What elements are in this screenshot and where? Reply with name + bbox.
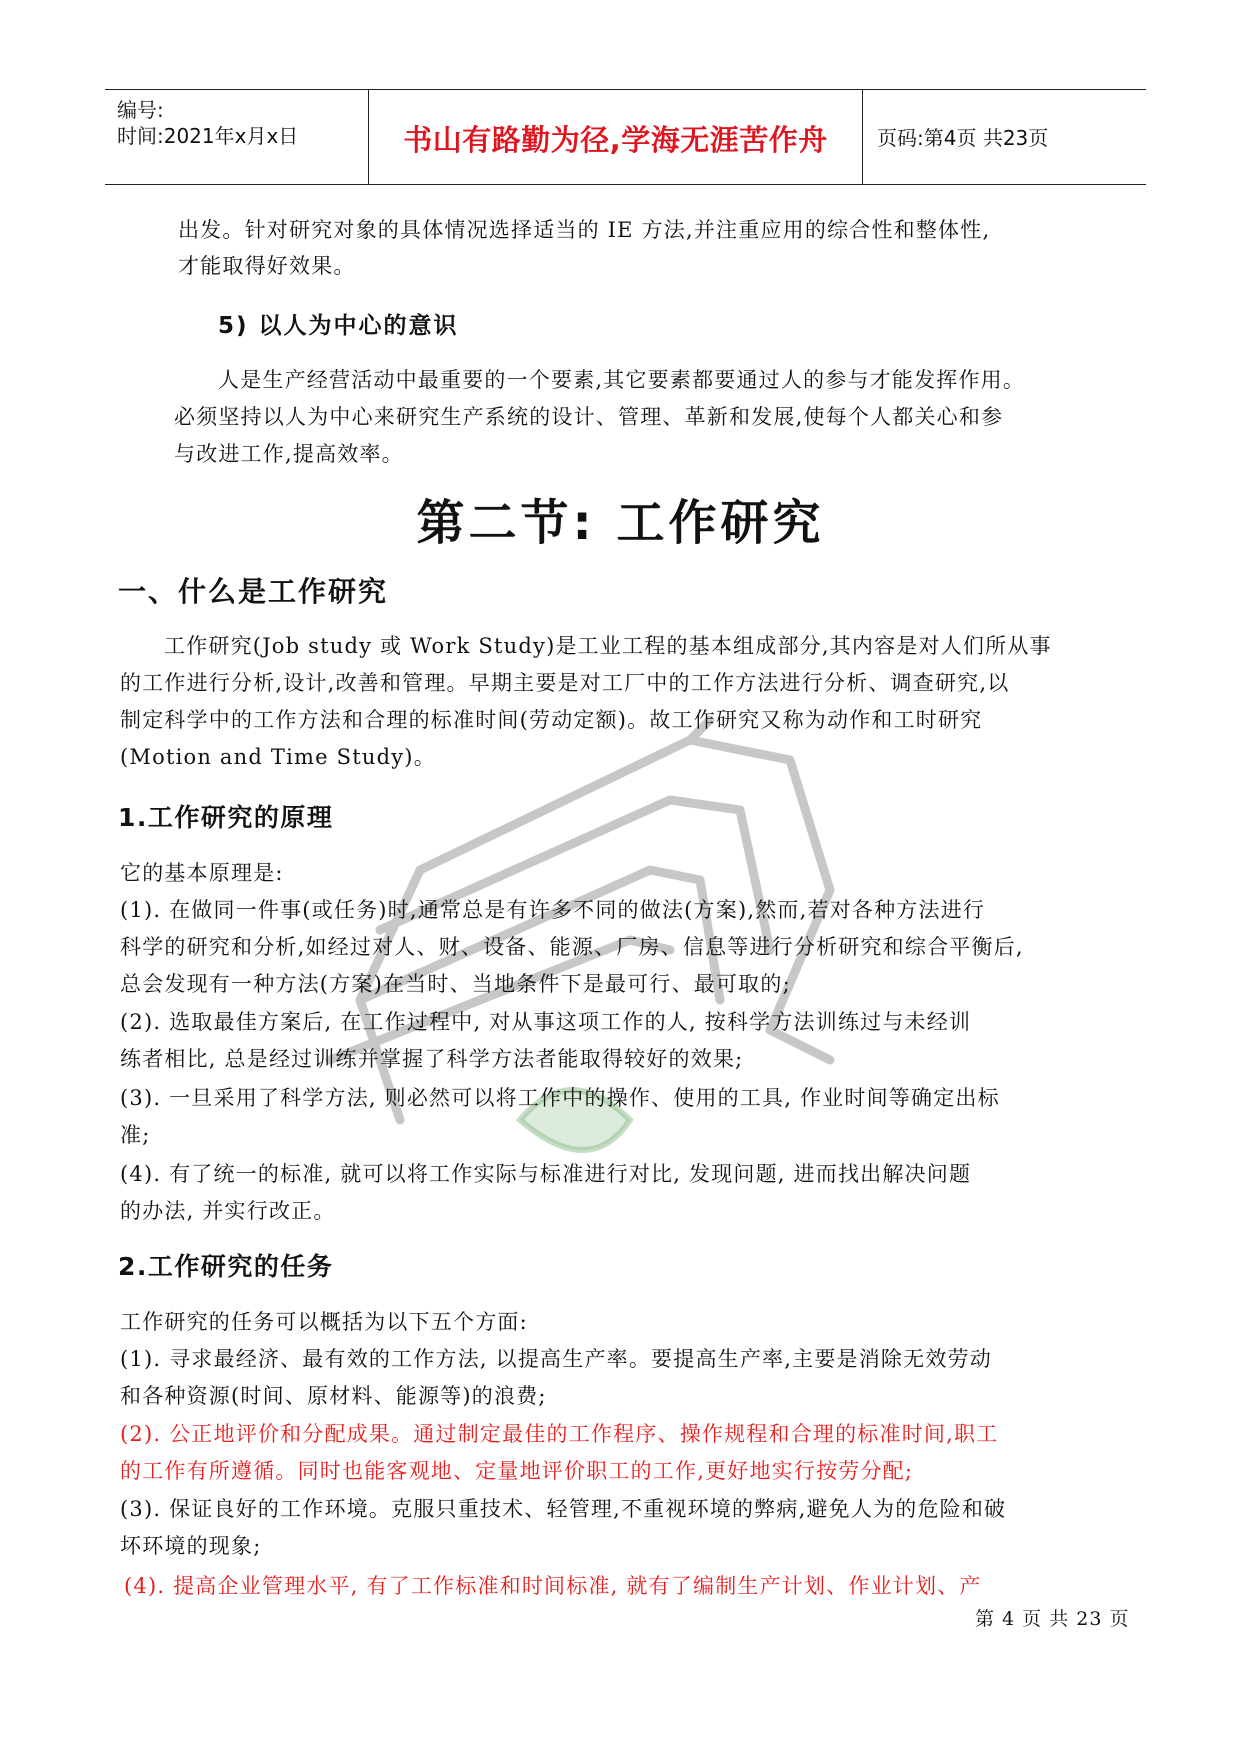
paragraph-line: 工作研究的任务可以概括为以下五个方面: <box>120 1310 528 1334</box>
heading-tasks: 2.工作研究的任务 <box>118 1252 334 1281</box>
paragraph-line: (1). 在做同一件事(或任务)时,通常总是有许多不同的做法(方案),然而,若对各种方法进行 <box>120 898 986 922</box>
paragraph-line: 才能取得好效果。 <box>178 254 356 278</box>
paragraph-line: (4). 有了统一的标准, 就可以将工作实际与标准进行对比, 发现问题, 进而找出解决问题 <box>120 1162 972 1186</box>
subheading-people-centered: 5) 以人为中心的意识 <box>218 313 459 339</box>
paragraph-line: (1). 寻求最经济、最有效的工作方法, 以提高生产率。要提高生产率,主要是消除无效劳动 <box>120 1347 992 1371</box>
page-header <box>105 89 1146 185</box>
paragraph-line: 出发。针对研究对象的具体情况选择适当的 IE 方法,并注重应用的综合性和整体性, <box>178 218 991 242</box>
paragraph-line: (Motion and Time Study)。 <box>120 745 436 769</box>
paragraph-line: 总会发现有一种方法(方案)在当时、当地条件下是最可行、最可取的; <box>120 972 791 996</box>
header-motto-cell <box>369 90 863 184</box>
heading-principle: 1.工作研究的原理 <box>118 803 334 832</box>
paragraph-line: 与改进工作,提高效率。 <box>174 442 404 466</box>
paragraph-line: 人是生产经营活动中最重要的一个要素,其它要素都要通过人的参与才能发挥作用。 <box>218 368 1026 392</box>
paragraph-line-highlighted: 的工作有所遵循。同时也能客观地、定量地评价职工的工作,更好地实行按劳分配; <box>120 1459 914 1483</box>
paragraph-line: 科学的研究和分析,如经过对人、财、设备、能源、厂房、信息等进行分析研究和综合平衡后, <box>120 935 1024 959</box>
paragraph-line: 练者相比, 总是经过训练并掌握了科学方法者能取得较好的效果; <box>120 1047 744 1071</box>
paragraph-line: 的办法, 并实行改正。 <box>120 1199 336 1223</box>
paragraph-line-highlighted: (4). 提高企业管理水平, 有了工作标准和时间标准, 就有了编制生产计划、作业计划、产 <box>124 1574 982 1598</box>
paragraph-line: (3). 一旦采用了科学方法, 则必然可以将工作中的操作、使用的工具, 作业时间等确定出标 <box>120 1086 1000 1110</box>
page-footer: 第 4 页 共 23 页 <box>975 1608 1130 1630</box>
paragraph-line: 工作研究(Job study 或 Work Study)是工业工程的基本组成部分,其内容是对人们所从事 <box>164 634 1052 658</box>
paragraph-line: 它的基本原理是: <box>120 861 284 885</box>
header-meta-cell <box>105 90 369 184</box>
paragraph-line: 和各种资源(时间、原材料、能源等)的浪费; <box>120 1384 547 1408</box>
paragraph-line: (2). 选取最佳方案后, 在工作过程中, 对从事这项工作的人, 按科学方法训练过与未经训 <box>120 1010 972 1034</box>
header-motto: 书山有路勤为径,学海无涯苦作舟 <box>403 123 828 157</box>
paragraph-line: 准; <box>120 1123 151 1147</box>
section-title: 第二节: 工作研究 <box>416 495 825 551</box>
header-page-code: 页码:第4页 共23页 <box>877 126 1049 150</box>
document-time-label: 时间:2021年x月x日 <box>117 124 299 148</box>
document-number-label: 编号: <box>117 98 164 122</box>
paragraph-line: (3). 保证良好的工作环境。克服只重技术、轻管理,不重视环境的弊病,避免人为的危险和破 <box>120 1497 1007 1521</box>
paragraph-line: 制定科学中的工作方法和合理的标准时间(劳动定额)。故工作研究又称为动作和工时研究 <box>120 708 983 732</box>
header-page-cell <box>863 90 1146 184</box>
heading-what-is-work-study: 一、什么是工作研究 <box>118 575 389 608</box>
paragraph-line: 的工作进行分析,设计,改善和管理。早期主要是对工厂中的工作方法进行分析、调查研究,以 <box>120 671 1010 695</box>
paragraph-line-highlighted: (2). 公正地评价和分配成果。通过制定最佳的工作程序、操作规程和合理的标准时间,职工 <box>120 1422 999 1446</box>
paragraph-line: 坏环境的现象; <box>120 1534 262 1558</box>
paragraph-line: 必须坚持以人为中心来研究生产系统的设计、管理、革新和发展,使每个人都关心和参 <box>174 405 1004 429</box>
